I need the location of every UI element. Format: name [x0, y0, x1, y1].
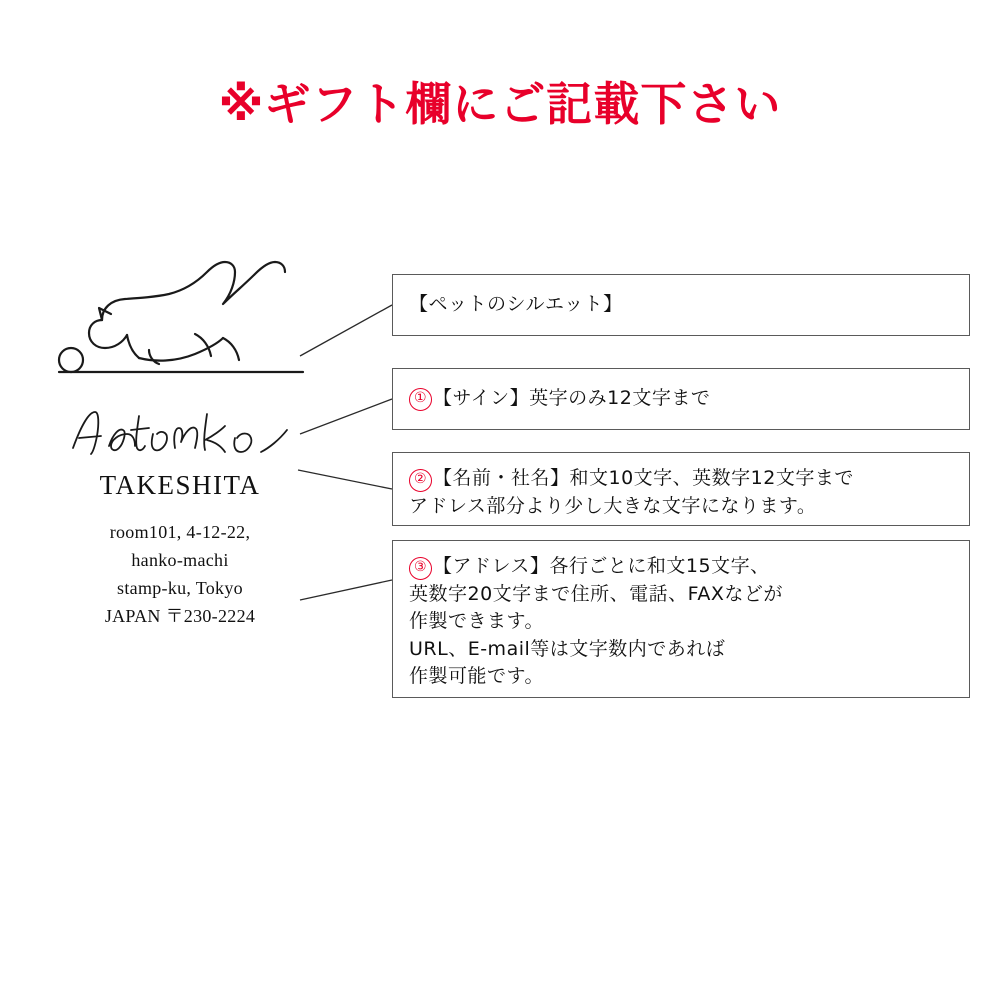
- callout-text: 【名前・社名】和文10文字、英数字12文字まで: [433, 467, 854, 489]
- address-line: JAPAN 〒230-2224: [104, 605, 256, 626]
- callout-text: 作製可能です。: [409, 665, 544, 688]
- callout-text: 英数字20文字まで住所、電話、FAXなどが: [409, 582, 783, 605]
- callout-number-1: ①: [409, 388, 432, 411]
- callout-address: [392, 540, 970, 698]
- address-line: room101, 4-12-22,: [109, 522, 251, 542]
- callout-text: アドレス部分より少し大きな文字になります。: [409, 494, 817, 517]
- callout-text: 【ペットのシルエット】: [409, 293, 623, 316]
- sample-nameplate: [30, 250, 330, 631]
- cat-silhouette-icon: [45, 250, 315, 390]
- callout-text: URL、E-mail等は文字数内であれば: [409, 637, 726, 660]
- callout-number-3: ③: [409, 557, 432, 580]
- address-line: hanko-machi: [131, 549, 229, 570]
- address-line: stamp-ku, Tokyo: [117, 577, 243, 598]
- callout-text: 【アドレス】各行ごとに和文15文字、: [433, 555, 770, 577]
- callout-pet-silhouette: [392, 274, 970, 336]
- sample-company-name: TAKESHITA: [99, 470, 261, 500]
- page-title: ※ギフト欄にご記載下さい: [218, 77, 782, 131]
- callout-signature: [392, 368, 970, 430]
- callout-text: 【サイン】英字のみ12文字まで: [433, 387, 711, 410]
- sample-address-block: [30, 519, 330, 631]
- callout-number-2: ②: [409, 469, 432, 492]
- signature-script: [65, 396, 295, 466]
- callout-text: 作製できます。: [409, 610, 544, 633]
- callout-name-company: [392, 452, 970, 526]
